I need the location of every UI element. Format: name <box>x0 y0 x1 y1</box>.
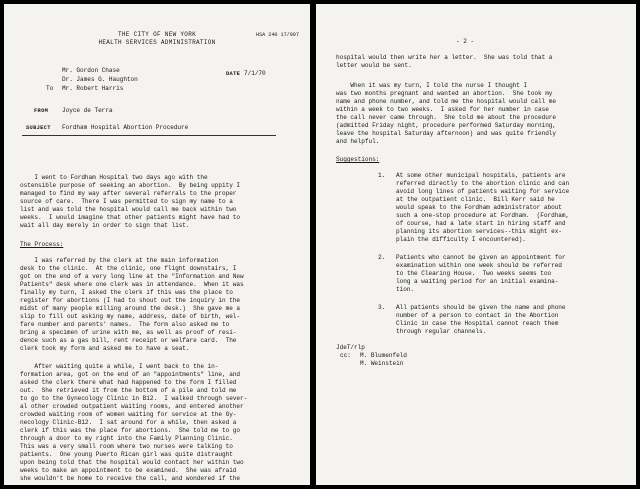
to-recipient-2: Dr. James G. Haughton <box>62 76 138 83</box>
text-line: clerk took my form and asked me to have a seat. <box>20 345 190 352</box>
typist-initials: JdeT/rlp <box>336 344 365 351</box>
suggestion-number: 1. <box>378 172 386 179</box>
suggestion-number: 3. <box>378 304 386 311</box>
text-line: Patients" desk where one clerk was in attendance. When it was <box>20 281 244 288</box>
text-line: long a waiting period for an initial examina- <box>396 278 559 285</box>
memo-page-2 <box>316 4 636 485</box>
text-line: register for abortions (I had to shout out the inquiry in the <box>20 297 241 304</box>
text-line: asked the clerk there what had happened to the form I filled <box>20 379 237 386</box>
text-line: al other crowded outpatient waiting rooms, and entered another <box>20 403 244 410</box>
text-line: to go to the Gynecology Clinic in B12. I walked through sever- <box>20 395 248 402</box>
text-line: name and phone number, and told me the hospital would call me <box>336 98 557 105</box>
subject-value: Fordham Hospital Abortion Procedure <box>62 124 189 131</box>
text-line: weeks to make an appointment to be examined. She was afraid <box>20 467 237 474</box>
text-line: out. She retrieved it from the bottom of a pile and told me <box>20 387 237 394</box>
memo-page-1 <box>4 4 310 485</box>
cc-label: cc: <box>340 352 351 359</box>
to-recipient-3: Mr. Robert Harris <box>62 85 124 92</box>
text-line: bring a specimen of urine with me, as well as proof of resi- <box>20 329 237 336</box>
text-line: All patients should be given the name and phone <box>396 304 566 311</box>
suggestions-heading: Suggestions: <box>336 156 380 163</box>
text-line: to the Clearing House. Two weeks seems too <box>396 270 552 277</box>
text-line: source of care. There I was permitted to sign my name to a <box>20 198 233 205</box>
text-line: was two months pregnant and wanted an abortion. She took my <box>336 90 553 97</box>
text-line: such a one-stop procedure at Fordham. (Fordham, <box>396 212 570 219</box>
text-line: upon being told that the hospital would contact her within two <box>20 459 244 466</box>
page-number: - 2 - <box>456 38 475 45</box>
subject-label: SUBJECT <box>26 125 51 131</box>
text-line: tion. <box>396 286 415 293</box>
text-line: I went to Fordham Hospital two days ago with the <box>20 174 208 181</box>
cc-name: M. Blumenfeld <box>360 352 407 359</box>
text-line: After waiting quite a while, I went back to the in- <box>20 363 219 370</box>
text-line: managed to find my way after several referrals to the proper <box>20 190 237 197</box>
text-line: formation area, got on the end of an "appointments" line, and <box>20 371 241 378</box>
text-line: Patients who cannot be given an appointment for <box>396 254 566 261</box>
text-line: got on the end of a very long line at the "Information and New <box>20 273 244 280</box>
text-line: When it was my turn, I told the nurse I thought I <box>336 82 528 89</box>
text-line: slip to fill out asking my name, address, date of birth, wel- <box>20 313 241 320</box>
from-label: FROM <box>34 108 49 114</box>
text-line: number of a person to contact in the Abortion <box>396 312 559 319</box>
text-line: within a week to two weeks. I asked for her number in case <box>336 106 549 113</box>
text-line: fare number and parents' names. The form also asked me to <box>20 321 230 328</box>
text-line: midst of many people milling around the desk.) She gave me a <box>20 305 241 312</box>
text-line: would speak to the Fordham administrator about <box>396 204 562 211</box>
to-recipient-1: Mr. Gordon Chase <box>62 67 120 74</box>
text-line: (admitted Friday night, procedure performed Saturday morning, <box>336 122 557 129</box>
text-line: through a door to my right into the Family Planning Clinic. <box>20 435 233 442</box>
text-line: of course, had a late start in hiring staff and <box>396 220 566 227</box>
text-line: Clinic in case the Hospital cannot reach them <box>396 320 559 327</box>
text-line: ostensible purpose of seeking an abortion. By being uppity I <box>20 182 241 189</box>
text-line: planning its abortion services--this might ex- <box>396 228 562 235</box>
text-line: through regular channels. <box>396 328 487 335</box>
process-heading: The Process: <box>20 241 64 248</box>
text-line: desk to the clinic. At the clinic, one flight downstairs, I <box>20 265 237 272</box>
text-line: plain the difficulty I encountered). <box>396 236 526 243</box>
form-number: HSA 240 17/997 <box>256 32 299 38</box>
text-line: crowded waiting room of women waiting for service at the Gy- <box>20 411 237 418</box>
cc-name: M. Weinstein <box>360 360 404 367</box>
text-line: examination within one week should be referred <box>396 262 562 269</box>
text-line: avoid long lines of patients waiting for service <box>396 188 570 195</box>
text-line: referred directly to the abortion clinic and can <box>396 180 570 187</box>
text-line: patients. One young Puerto Rican girl was quite distraught <box>20 451 233 458</box>
text-line: she wouldn't be home to receive the call, and wondered if the <box>20 475 241 482</box>
agency-header-line-1: THE CITY OF NEW YORK <box>117 31 196 38</box>
text-line: hospital would then write her a letter. She was told that a <box>336 54 553 61</box>
text-line: letter would be sent. <box>336 62 412 69</box>
text-line: dence such as a gas bill, rent receipt or welfare card. The <box>20 337 237 344</box>
text-line: finally my turn, I asked the clerk if this was the place to <box>20 289 233 296</box>
text-line: at the outpatient clinic. Bill Kerr said he <box>396 196 555 203</box>
agency-header-line-2: HEALTH SERVICES ADMINISTRATION <box>98 39 216 46</box>
text-line: and helpful. <box>336 138 380 145</box>
to-label: To <box>46 85 54 92</box>
date-value: 7/1/70 <box>244 70 266 77</box>
text-line: This was a very small room where two nurses were talking to <box>20 443 233 450</box>
date-label: DATE <box>226 71 241 77</box>
header-divider <box>22 135 276 136</box>
text-line: clerk if this was the place for abortions. She told me to go <box>20 427 241 434</box>
text-line: wait all day merely in order to sign that list. <box>20 222 190 229</box>
text-line: weeks. I would imagine that other patients might have had to <box>20 214 241 221</box>
text-line: the call never came through. She told me about the procedure <box>336 114 557 121</box>
from-value: Joyce de Terra <box>62 107 113 114</box>
text-line: list and was told the hospital would call me back within two <box>20 206 237 213</box>
suggestion-number: 2. <box>378 254 386 261</box>
text-line: I was referred by the clerk at the main information <box>20 257 219 264</box>
text-line: leave the hospital Saturday afternoon) and was quite friendly <box>336 130 557 137</box>
text-line: necology Clinic-B12. I sat around for a while, then asked a <box>20 419 237 426</box>
text-line: At some other municipal hospitals, patients are <box>396 172 566 179</box>
